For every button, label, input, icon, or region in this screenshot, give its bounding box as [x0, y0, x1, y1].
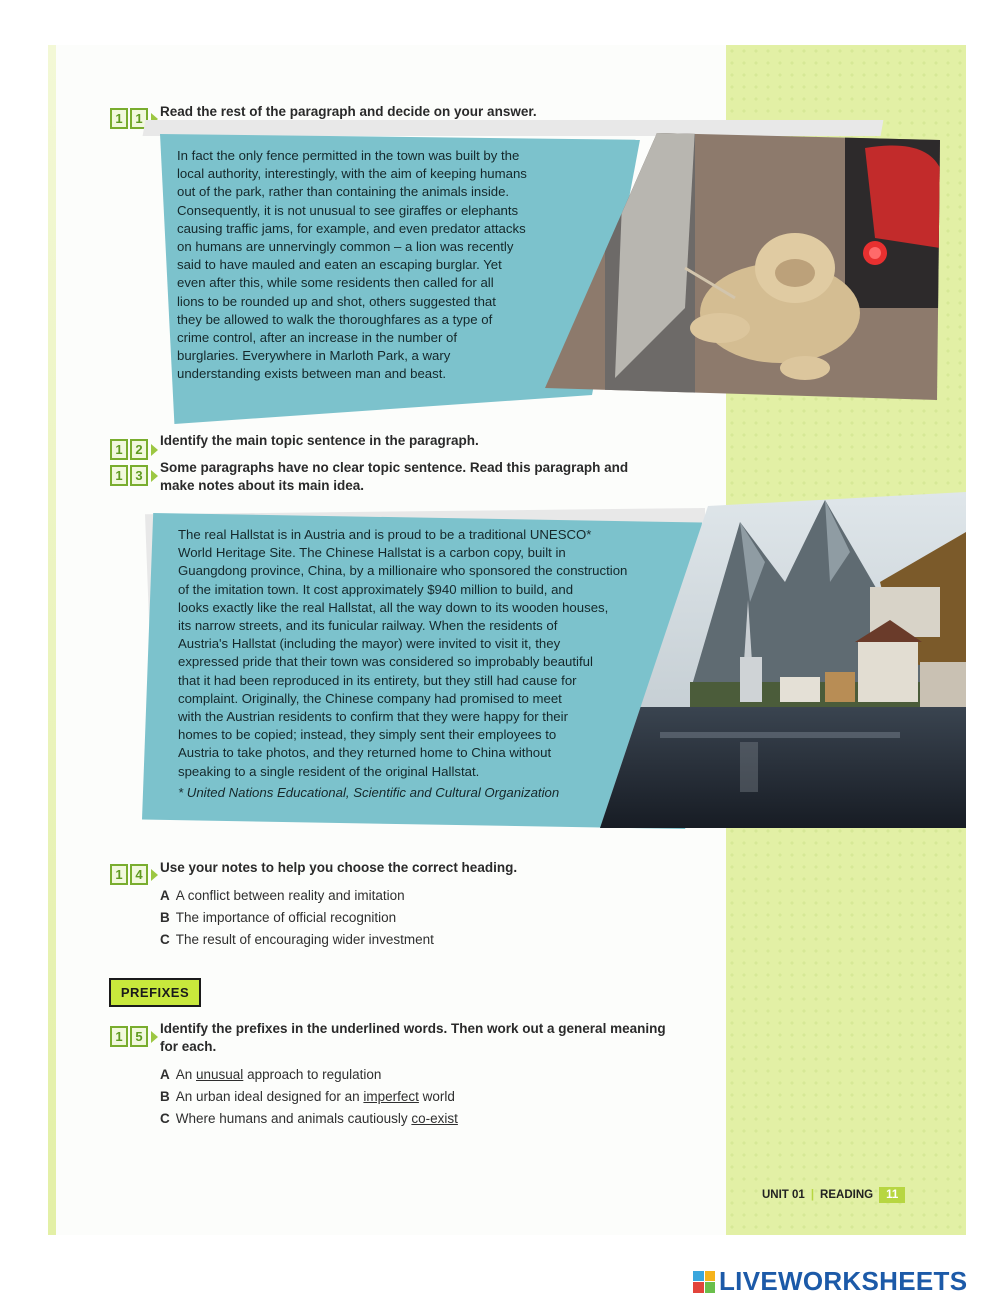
lion-photo — [545, 128, 945, 403]
option-a[interactable]: A A conflict between reality and imitation — [160, 888, 405, 903]
liveworksheets-logo-icon — [693, 1271, 715, 1293]
underlined-word: co-exist — [411, 1111, 458, 1126]
option-b[interactable]: B An urban ideal designed for an imperfect world — [160, 1089, 455, 1104]
passage-line: In fact the only fence permitted in the town was built by the — [177, 148, 520, 163]
passage-line: they be allowed to walk the thoroughfares as a type of — [177, 311, 493, 327]
passage-line: The real Hallstat is in Austria and is proud to be a traditional UNESCO* — [178, 527, 592, 542]
page-number: 11 — [879, 1187, 905, 1203]
exercise-14-instruction: Use your notes to help you choose the correct heading. — [160, 860, 518, 875]
hallstatt-photo — [600, 492, 966, 828]
passage-line: complaint. Originally, the Chinese company had promised to meet — [178, 690, 562, 706]
passage-line: looks exactly like the real Hallstat, all the way down to its wooden houses, — [178, 599, 609, 615]
passage-line: that it had been reproduced in its entirety, but they still had cause for — [178, 672, 577, 688]
passage-line: understanding exists between man and beast. — [177, 366, 447, 382]
exercise-15-options — [160, 1064, 458, 1130]
exercise-12-instruction: Identify the main topic sentence in the paragraph. — [160, 433, 479, 448]
section-label: READING — [820, 1189, 874, 1201]
passage-line: lions to be rounded up and shot, others suggested that — [177, 293, 496, 309]
exercise-11-instruction: Read the rest of the paragraph and decide on your answer. — [160, 104, 537, 119]
passage-line: speaking to a single resident of the original Hallstat. — [178, 763, 480, 779]
exercise-15-instruction: Identify the prefixes in the underlined words. Then work out a general meaning for each. — [160, 1021, 666, 1054]
passage-line: homes to be copied; instead, they simply sent their employees to — [178, 727, 557, 743]
prefixes-heading: PREFIXES — [109, 978, 201, 1007]
exercise-15-number: 1 5 — [110, 1026, 158, 1047]
exercise-12-number: 1 2 — [110, 439, 158, 460]
left-margin-strip — [48, 45, 56, 1235]
passage-line: expressed pride that their town was considered so improbably beautiful — [178, 654, 593, 670]
unit-label: UNIT 01 — [762, 1189, 805, 1201]
passage-line: local authority, interestingly, with the aim of keeping humans — [177, 166, 527, 182]
passage-line: of the imitation town. It cost approximately $940 million to build, and — [178, 581, 574, 597]
passage-line: said to have mauled and eaten an escaping burglar. Yet — [177, 257, 502, 273]
exercise-14-options — [160, 885, 434, 951]
liveworksheets-wordmark: LIVEWORKSHEETS — [719, 1266, 968, 1296]
passage-line: its narrow streets, and its funicular railway. When the residents of — [178, 618, 558, 634]
passage-line: burglaries. Everywhere in Marloth Park, a wary — [177, 348, 451, 364]
passage-line: causing traffic jams, for example, and even predator attacks — [177, 220, 526, 236]
exercise-13-instruction: Some paragraphs have no clear topic sentence. Read this paragraph and make notes about its main idea. — [160, 460, 629, 493]
option-c[interactable]: C Where humans and animals cautiously co-exist — [160, 1111, 458, 1126]
passage-line: Austria's Hallstat (including the mayor) were invited to visit it, they — [178, 636, 561, 652]
passage-line: out of the park, rather than containing the animals inside. — [177, 184, 510, 200]
underlined-word: imperfect — [363, 1089, 419, 1104]
underlined-word: unusual — [196, 1067, 244, 1082]
passage-line: Guangdong province, China, by a millionaire who sponsored the construction — [178, 563, 628, 579]
exercise-14-number: 1 4 — [110, 864, 158, 885]
passage-line: Austria to take photos, and they returned home to China without — [178, 745, 552, 761]
passage-footnote: * United Nations Educational, Scientific and Cultural Organization — [178, 784, 560, 800]
passage-1-text — [177, 147, 527, 384]
page-footer: UNIT 01 | READING 11 — [762, 1187, 905, 1203]
passage-line: even after this, while some residents then called for all — [177, 275, 494, 291]
passage-line: World Heritage Site. The Chinese Hallstat is a carbon copy, built in — [178, 545, 566, 561]
exercise-13-number: 1 3 — [110, 465, 158, 486]
option-a[interactable]: A An unusual approach to regulation — [160, 1067, 382, 1082]
passage-line: on humans are unnervingly common – a lion was recently — [177, 239, 514, 255]
liveworksheets-watermark — [693, 1266, 967, 1297]
passage-line: crime control, after an increase in the number of — [177, 330, 458, 346]
passage-2-text — [178, 526, 627, 802]
passage-line: with the Austrian residents to confirm that they were happy for their — [178, 709, 568, 725]
option-c[interactable]: C The result of encouraging wider investment — [160, 932, 434, 947]
option-b[interactable]: B The importance of official recognition — [160, 910, 397, 925]
exercise-11-number: 1 1 — [110, 108, 158, 129]
passage-line: Consequently, it is not unusual to see giraffes or elephants — [177, 202, 519, 218]
